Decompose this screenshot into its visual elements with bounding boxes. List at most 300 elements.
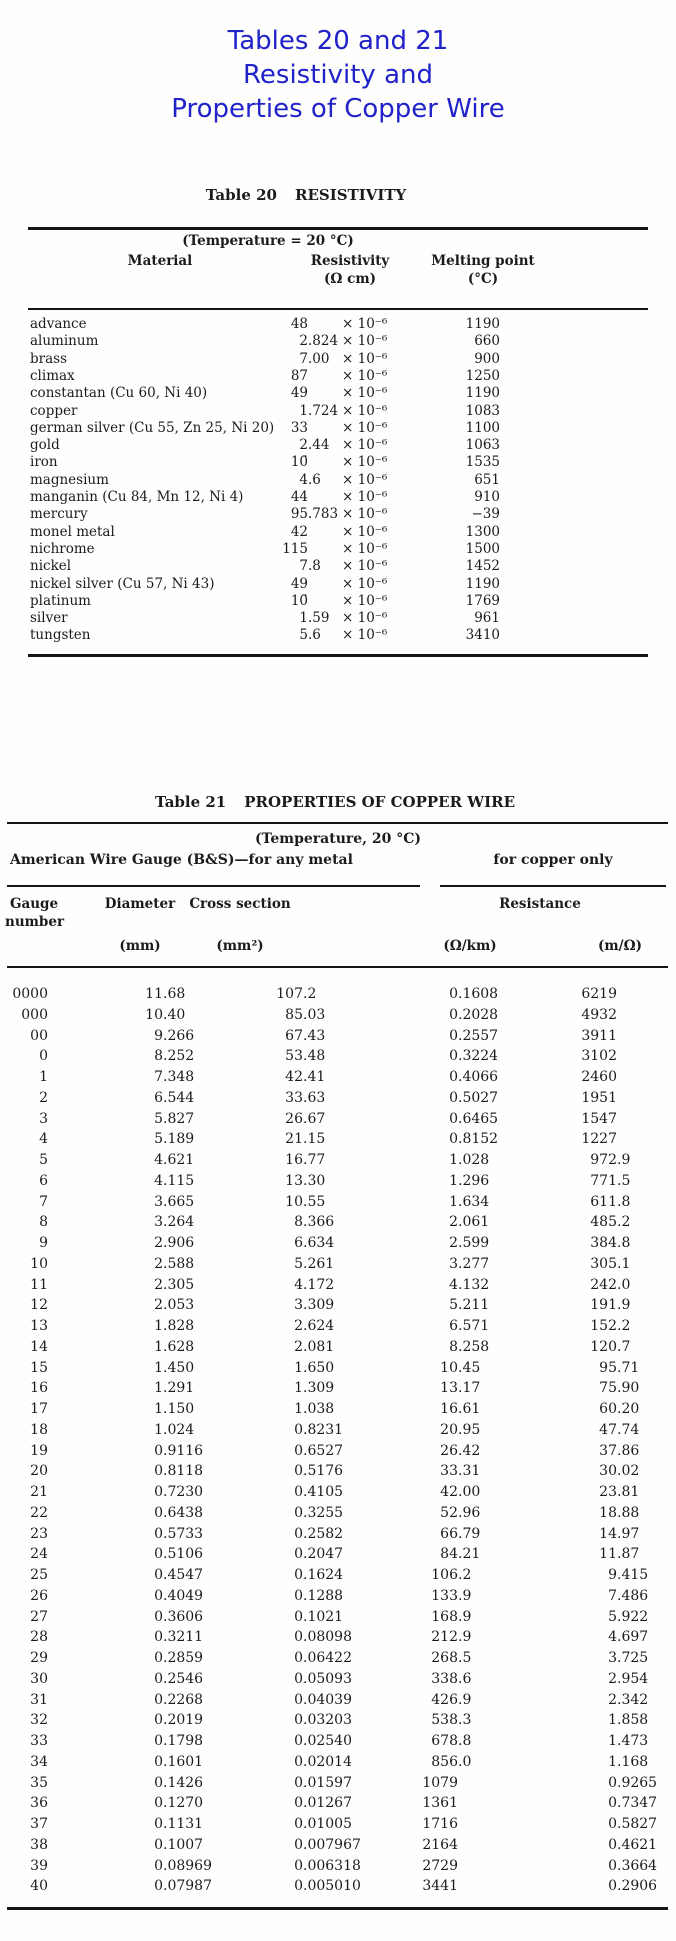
material-cell: nickel: [30, 558, 72, 575]
diameter-frac: .024: [163, 1421, 195, 1438]
table21-row: [0, 1171, 676, 1192]
table21-row: [0, 1067, 676, 1088]
resistivity-int: 87: [290, 367, 308, 384]
cross-section-int: 0: [294, 1484, 303, 1500]
m-per-ohm-int: 1: [608, 1712, 617, 1729]
ohm-per-km-frac: .8152: [458, 1131, 499, 1148]
melting-point-cell: 1190: [465, 575, 500, 592]
m-per-ohm-frac: .0: [617, 1276, 631, 1293]
page-title-line3: Properties of Copper Wire: [171, 94, 505, 124]
diameter-frac: .1270: [163, 1795, 204, 1812]
material-cell: german silver (Cu 55, Zn 25, Ni 20): [30, 419, 275, 436]
cross-section-frac: .6527: [303, 1442, 344, 1459]
ohm-per-km-int: 0: [449, 1048, 458, 1065]
ohm-per-km-frac: .31: [458, 1463, 481, 1480]
cross-section-int: 26: [285, 1110, 303, 1127]
diameter-int: 7: [154, 1069, 163, 1085]
diameter-int: 0: [154, 1442, 163, 1459]
cross-section-int: 0: [294, 1587, 303, 1604]
cross-section-int: 0: [294, 1463, 303, 1480]
resistivity-multiplier: × 10⁻⁶: [342, 575, 388, 592]
m-per-ohm-int: 95: [599, 1359, 617, 1376]
cross-section-int: 0: [294, 1774, 303, 1791]
diameter-frac: .2268: [163, 1691, 204, 1708]
table21-row: [0, 1109, 676, 1130]
diameter-frac: .3211: [163, 1629, 204, 1646]
m-per-ohm-int: 242: [590, 1276, 617, 1293]
m-per-ohm-int: 9: [608, 1567, 617, 1583]
cross-section-frac: .3255: [303, 1504, 344, 1521]
diameter-int: 6: [154, 1089, 163, 1106]
ohm-per-km-int: 2164: [422, 1836, 458, 1853]
m-per-ohm-int: 60: [599, 1401, 617, 1417]
ohm-per-km-frac: .45: [458, 1359, 481, 1376]
cross-section-int: 0: [294, 1608, 303, 1625]
gauge-cell: 6: [39, 1172, 48, 1189]
m-per-ohm-int: 1547: [581, 1110, 617, 1127]
diameter-int: 0: [154, 1753, 163, 1770]
diameter-frac: .450: [163, 1359, 195, 1376]
m-per-ohm-int: 18: [599, 1504, 617, 1521]
gauge-cell: 17: [30, 1401, 48, 1417]
table21-row: [0, 1233, 676, 1254]
m-per-ohm-frac: .2: [617, 1214, 631, 1231]
diameter-frac: .115: [163, 1172, 195, 1189]
gauge-cell: 24: [30, 1546, 48, 1563]
m-per-ohm-int: 2460: [581, 1069, 617, 1085]
ohm-per-km-int: 3: [449, 1255, 458, 1272]
table21-row: [0, 1835, 676, 1856]
ohm-per-km-frac: .9: [458, 1608, 472, 1625]
material-cell: monel metal: [30, 523, 115, 540]
cross-section-frac: .006318: [303, 1857, 361, 1874]
cross-section-frac: .038: [303, 1401, 335, 1417]
cross-section-int: 0: [294, 1836, 303, 1853]
resistivity-multiplier: × 10⁻⁶: [342, 437, 388, 454]
m-per-ohm-int: 4932: [581, 1006, 617, 1023]
m-per-ohm-frac: .74: [617, 1421, 640, 1438]
material-cell: nichrome: [30, 540, 95, 557]
diameter-frac: .2546: [163, 1670, 204, 1687]
gauge-cell: 10: [30, 1255, 48, 1272]
ohm-per-km-frac: .258: [458, 1338, 490, 1355]
cross-section-frac: .41: [303, 1069, 326, 1085]
cross-section-int: 0: [294, 1504, 303, 1521]
gauge-cell: 18: [30, 1421, 48, 1438]
gauge-cell: 16: [30, 1380, 48, 1397]
cross-section-int: 0: [294, 1733, 303, 1749]
diameter-frac: .7230: [163, 1484, 204, 1500]
material-cell: aluminum: [30, 333, 99, 350]
m-per-ohm-int: 0: [608, 1836, 617, 1853]
diameter-frac: .053: [163, 1297, 195, 1314]
resistivity-int: 48: [290, 316, 308, 332]
table20-caption: [0, 186, 612, 204]
cross-section-frac: .2: [303, 986, 317, 1002]
m-per-ohm-frac: .86: [617, 1442, 640, 1459]
m-per-ohm-int: 305: [590, 1255, 617, 1272]
cross-section-int: 1: [294, 1380, 303, 1397]
m-per-ohm-int: 3: [608, 1650, 617, 1666]
page-title-line2: Resistivity and: [243, 60, 433, 90]
ohm-per-km-frac: .2028: [458, 1006, 499, 1023]
m-per-ohm-frac: .5: [617, 1172, 631, 1189]
table21-row: [0, 1337, 676, 1358]
table21-row: [0, 1544, 676, 1565]
table21-group-left-rule: [7, 885, 420, 887]
melting-point-cell: 1190: [465, 316, 500, 332]
cross-section-int: 0: [294, 1816, 303, 1832]
table21-unit-mm2: (mm²): [216, 938, 264, 954]
ohm-per-km-frac: .96: [458, 1504, 481, 1521]
cross-section-frac: .77: [303, 1152, 326, 1168]
cross-section-frac: .02014: [303, 1753, 352, 1770]
diameter-frac: .189: [163, 1131, 195, 1148]
melting-point-cell: 660: [474, 333, 500, 350]
table21-row: [0, 1461, 676, 1482]
cross-section-frac: .2582: [303, 1525, 344, 1542]
ohm-per-km-frac: .2557: [458, 1027, 499, 1044]
m-per-ohm-frac: .7347: [617, 1795, 658, 1812]
resistivity-int: 1: [299, 402, 308, 419]
table20-row: [0, 541, 676, 558]
diameter-frac: .291: [163, 1380, 195, 1397]
material-cell: mercury: [30, 506, 88, 523]
table21-row: [0, 1710, 676, 1731]
gauge-cell: 22: [30, 1504, 48, 1521]
table20-row: [0, 333, 676, 350]
m-per-ohm-frac: .486: [617, 1587, 649, 1604]
table20-row: [0, 368, 676, 385]
ohm-per-km-int: 0: [449, 1110, 458, 1127]
ohm-per-km-int: 2: [449, 1235, 458, 1251]
resistivity-multiplier: × 10⁻⁶: [342, 489, 388, 505]
table21-row: [0, 1856, 676, 1877]
ohm-per-km-int: 66: [440, 1525, 458, 1542]
diameter-int: 0: [154, 1650, 163, 1666]
material-cell: platinum: [30, 592, 91, 609]
cross-section-frac: .43: [303, 1027, 326, 1044]
resistivity-int: 44: [290, 489, 308, 505]
table21-row: [0, 1814, 676, 1835]
cross-section-frac: .01597: [303, 1774, 352, 1791]
resistivity-multiplier: × 10⁻⁶: [342, 540, 388, 557]
resistivity-multiplier: × 10⁻⁶: [342, 558, 388, 575]
cross-section-int: 0: [294, 1650, 303, 1666]
m-per-ohm-int: 75: [599, 1380, 617, 1397]
cross-section-frac: .1021: [303, 1608, 344, 1625]
table20-header-melting-unit: (°C): [467, 271, 499, 287]
ohm-per-km-frac: .3224: [458, 1048, 499, 1065]
diameter-frac: .1798: [163, 1733, 204, 1749]
m-per-ohm-frac: .9: [617, 1152, 631, 1168]
ohm-per-km-int: 0: [449, 986, 458, 1002]
ohm-per-km-int: 1716: [422, 1816, 458, 1832]
cross-section-int: 33: [285, 1089, 303, 1106]
diameter-frac: .827: [163, 1110, 195, 1127]
material-cell: manganin (Cu 84, Mn 12, Ni 4): [30, 489, 244, 505]
gauge-cell: 36: [30, 1795, 48, 1812]
m-per-ohm-frac: .473: [617, 1733, 649, 1749]
resistivity-int: 115: [282, 540, 308, 557]
gauge-cell: 27: [30, 1608, 48, 1625]
table21-unit-mm: (mm): [119, 938, 161, 954]
m-per-ohm-frac: .342: [617, 1691, 649, 1708]
diameter-int: 2: [154, 1235, 163, 1251]
table21-header-gauge-number: number: [5, 914, 65, 930]
m-per-ohm-frac: .858: [617, 1712, 649, 1729]
m-per-ohm-int: 384: [590, 1235, 617, 1251]
m-per-ohm-int: 2: [608, 1670, 617, 1687]
table20-caption-number: Table 20: [205, 186, 277, 204]
diameter-int: 0: [154, 1546, 163, 1563]
ohm-per-km-frac: .0: [458, 1753, 472, 1770]
cross-section-int: 4: [294, 1276, 303, 1293]
resistivity-frac: .8: [308, 558, 321, 575]
table21-unit-ohm-per-km: (Ω/km): [443, 938, 497, 954]
diameter-frac: .6438: [163, 1504, 204, 1521]
cross-section-int: 0: [294, 1795, 303, 1812]
cross-section-frac: .01005: [303, 1816, 352, 1832]
m-per-ohm-frac: .697: [617, 1629, 649, 1646]
cross-section-frac: .08098: [303, 1629, 352, 1646]
diameter-frac: .5733: [163, 1525, 204, 1542]
diameter-frac: .1601: [163, 1753, 204, 1770]
ohm-per-km-frac: .6465: [458, 1110, 499, 1127]
ohm-per-km-frac: .571: [458, 1318, 490, 1334]
table21-row: [0, 1295, 676, 1316]
resistivity-frac: .724: [308, 402, 339, 419]
resistivity-int: 5: [299, 627, 308, 644]
resistivity-frac: .824: [308, 333, 339, 350]
cross-section-int: 6: [294, 1235, 303, 1251]
cross-section-int: 53: [285, 1048, 303, 1065]
ohm-per-km-int: 1361: [422, 1795, 458, 1812]
ohm-per-km-frac: .5: [458, 1650, 472, 1666]
resistivity-int: 49: [290, 575, 308, 592]
ohm-per-km-int: 26: [440, 1442, 458, 1459]
ohm-per-km-int: 33: [440, 1463, 458, 1480]
resistivity-multiplier: × 10⁻⁶: [342, 592, 388, 609]
resistivity-int: 33: [290, 419, 308, 436]
material-cell: copper: [30, 402, 78, 419]
cross-section-frac: .261: [303, 1255, 335, 1272]
cross-section-int: 13: [285, 1172, 303, 1189]
cross-section-frac: .081: [303, 1338, 335, 1355]
diameter-frac: .621: [163, 1152, 195, 1168]
gauge-cell: 39: [30, 1857, 48, 1874]
cross-section-frac: .15: [303, 1131, 326, 1148]
cross-section-int: 0: [294, 1567, 303, 1583]
ohm-per-km-int: 20: [440, 1421, 458, 1438]
melting-point-cell: 1100: [465, 419, 500, 436]
diameter-int: 0: [154, 1795, 163, 1812]
material-cell: gold: [30, 437, 60, 454]
ohm-per-km-frac: .3: [458, 1712, 472, 1729]
table21-row: [0, 1150, 676, 1171]
cross-section-frac: .5176: [303, 1463, 344, 1480]
table21-unit-m-per-ohm: (m/Ω): [597, 938, 642, 954]
m-per-ohm-frac: .5827: [617, 1816, 658, 1832]
resistivity-frac: .783: [308, 506, 339, 523]
ohm-per-km-int: 1: [449, 1172, 458, 1189]
cross-section-frac: .1288: [303, 1587, 344, 1604]
ohm-per-km-frac: .211: [458, 1297, 490, 1314]
material-cell: iron: [30, 454, 58, 471]
diameter-int: 4: [154, 1172, 163, 1189]
m-per-ohm-frac: .725: [617, 1650, 649, 1666]
gauge-cell: 35: [30, 1774, 48, 1791]
table21-row: [0, 1275, 676, 1296]
table20-row: [0, 403, 676, 420]
gauge-cell: 38: [30, 1836, 48, 1853]
table21-group-copper-only: for copper only: [493, 852, 613, 868]
diameter-frac: .150: [163, 1401, 195, 1417]
ohm-per-km-frac: .634: [458, 1193, 490, 1210]
diameter-int: 0: [154, 1504, 163, 1521]
table20-row: [0, 472, 676, 489]
m-per-ohm-int: 1227: [581, 1131, 617, 1148]
ohm-per-km-int: 0: [449, 1089, 458, 1106]
cross-section-int: 2: [294, 1338, 303, 1355]
resistivity-frac: .59: [308, 610, 330, 627]
m-per-ohm-frac: .88: [617, 1504, 640, 1521]
table21-caption: [0, 793, 670, 811]
diameter-int: 1: [154, 1421, 163, 1438]
gauge-cell: 8: [39, 1214, 48, 1231]
table20-row: [0, 576, 676, 593]
ohm-per-km-int: 1079: [422, 1774, 458, 1791]
cross-section-frac: .03203: [303, 1712, 352, 1729]
diameter-int: 2: [154, 1276, 163, 1293]
m-per-ohm-int: 2: [608, 1691, 617, 1708]
material-cell: tungsten: [30, 627, 91, 644]
resistivity-multiplier: × 10⁻⁶: [342, 419, 388, 436]
diameter-int: 0: [154, 1774, 163, 1791]
material-cell: constantan (Cu 60, Ni 40): [30, 385, 208, 402]
gauge-cell: 0: [39, 1048, 48, 1065]
table20-caption-title: RESISTIVITY: [294, 186, 407, 204]
table21-caption-title: PROPERTIES OF COPPER WIRE: [244, 793, 516, 811]
gauge-cell: 30: [30, 1670, 48, 1687]
table21-row: [0, 1607, 676, 1628]
table21-row: [0, 1316, 676, 1337]
m-per-ohm-int: 4: [608, 1629, 617, 1646]
gauge-cell: 34: [30, 1753, 48, 1770]
m-per-ohm-frac: .9265: [617, 1774, 658, 1791]
table21-row: [0, 1254, 676, 1275]
diameter-frac: .305: [163, 1276, 195, 1293]
cross-section-int: 0: [294, 1691, 303, 1708]
m-per-ohm-frac: .415: [617, 1567, 649, 1583]
diameter-frac: .5106: [163, 1546, 204, 1563]
melting-point-cell: 900: [474, 350, 500, 367]
table21-group-right-rule: [440, 885, 666, 887]
diameter-int: 0: [154, 1629, 163, 1646]
material-cell: nickel silver (Cu 57, Ni 43): [30, 575, 215, 592]
diameter-int: 9: [154, 1027, 163, 1044]
cross-section-frac: .2047: [303, 1546, 344, 1563]
resistivity-int: 10̄: [290, 592, 308, 609]
table21-row: [0, 1752, 676, 1773]
gauge-cell: 5: [39, 1152, 48, 1168]
gauge-cell: 26: [30, 1587, 48, 1604]
ohm-per-km-frac: .9: [458, 1587, 472, 1604]
cross-section-int: 10: [285, 1193, 303, 1210]
ohm-per-km-frac: .061: [458, 1214, 490, 1231]
ohm-per-km-int: 212: [431, 1629, 458, 1646]
table21-row: [0, 1793, 676, 1814]
diameter-int: 0: [154, 1587, 163, 1604]
resistivity-multiplier: × 10⁻⁶: [342, 385, 388, 402]
m-per-ohm-int: 771: [590, 1172, 617, 1189]
table21-row: [0, 1212, 676, 1233]
diameter-frac: .264: [163, 1214, 195, 1231]
ohm-per-km-frac: .6: [458, 1670, 472, 1687]
cross-section-int: 0: [294, 1712, 303, 1729]
table21-header-resistance: Resistance: [499, 896, 581, 912]
m-per-ohm-int: 0: [608, 1774, 617, 1791]
resistivity-frac: .44: [308, 437, 330, 454]
resistivity-multiplier: × 10⁻⁶: [342, 367, 388, 384]
table21-row: [0, 1565, 676, 1586]
melting-point-cell: 910: [474, 489, 500, 505]
resistivity-int: 7: [299, 558, 308, 575]
ohm-per-km-frac: .8: [458, 1733, 472, 1749]
m-per-ohm-frac: .8: [617, 1235, 631, 1251]
ohm-per-km-frac: .277: [458, 1255, 490, 1272]
ohm-per-km-frac: .95: [458, 1421, 481, 1438]
table21-row: [0, 1731, 676, 1752]
gauge-cell: 21: [30, 1484, 48, 1500]
ohm-per-km-int: 10: [440, 1359, 458, 1376]
ohm-per-km-int: 338: [431, 1670, 458, 1687]
ohm-per-km-int: 168: [431, 1608, 458, 1625]
cross-section-frac: .007967: [303, 1836, 361, 1853]
diameter-int: 1: [154, 1359, 163, 1376]
resistivity-int: 2: [299, 437, 308, 454]
page-title-line1: Tables 20 and 21: [227, 26, 449, 56]
ohm-per-km-int: 678: [431, 1733, 458, 1749]
cross-section-int: 42: [285, 1069, 303, 1085]
melting-point-cell: 1300: [465, 523, 500, 540]
table21-caption-number: Table 21: [154, 793, 227, 811]
resistivity-multiplier: × 10⁻⁶: [342, 506, 388, 523]
ohm-per-km-frac: .1608: [458, 986, 499, 1002]
gauge-cell: 32: [30, 1712, 48, 1729]
ohm-per-km-frac: .17: [458, 1380, 481, 1397]
table21-top-rule: [7, 822, 668, 824]
diameter-frac: .252: [163, 1048, 195, 1065]
cross-section-frac: .30: [303, 1172, 326, 1189]
resistivity-multiplier: × 10⁻⁶: [342, 471, 388, 488]
melting-point-cell: 1535: [465, 454, 500, 471]
resistivity-int: 42: [290, 523, 308, 540]
table20-row: [0, 454, 676, 471]
melting-point-cell: 1250: [465, 367, 500, 384]
diameter-int: 2: [154, 1255, 163, 1272]
cross-section-int: 21: [285, 1131, 303, 1148]
ohm-per-km-int: 268: [431, 1650, 458, 1666]
ohm-per-km-int: 426: [431, 1691, 458, 1708]
m-per-ohm-frac: .1: [617, 1255, 631, 1272]
table21-row: [0, 1669, 676, 1690]
m-per-ohm-frac: .3664: [617, 1857, 658, 1874]
cross-section-int: 0: [294, 1629, 303, 1646]
diameter-int: 1: [154, 1401, 163, 1417]
diameter-int: 2: [154, 1297, 163, 1314]
ohm-per-km-int: 538: [431, 1712, 458, 1729]
